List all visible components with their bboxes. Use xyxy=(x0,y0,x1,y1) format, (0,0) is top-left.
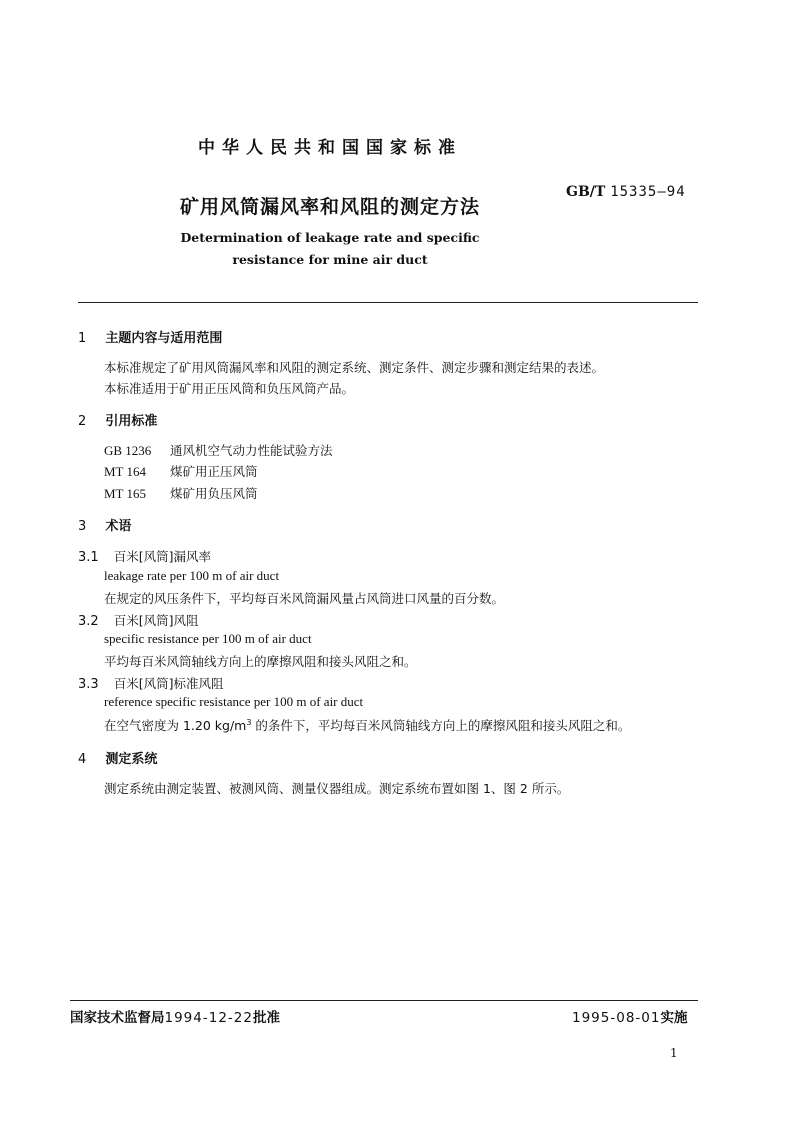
section-3-heading xyxy=(78,515,131,534)
definition-text-pre: 在空气密度为 1.20 kg/m xyxy=(104,718,247,733)
section-1-paragraph-1: 本标准规定了矿用风筒漏风率和风阻的测定系统、测定条件、测定步骤和测定结果的表述。 xyxy=(104,360,605,375)
term-3-1-english: leakage rate per 100 m of air duct xyxy=(104,568,280,583)
section-2-heading xyxy=(78,410,157,429)
page-number: 1 xyxy=(670,1046,678,1060)
term-3-1-definition: 在规定的风压条件下，平均每百米风筒漏风量占风筒进口风量的百分数。 xyxy=(104,591,505,606)
document-title-en-line1: Determination of leakage rate and specific xyxy=(180,230,480,245)
document-title-en-line2: resistance for mine air duct xyxy=(232,252,428,267)
approval-org: 国家技术监督局 xyxy=(70,1010,165,1026)
term-name: 百米[风筒]漏风率 xyxy=(113,549,212,564)
section-1-paragraph-2: 本标准适用于矿用正压风筒和负压风筒产品。 xyxy=(104,381,355,396)
section-title: 引用标准 xyxy=(105,414,158,429)
section-title: 测定系统 xyxy=(105,752,158,767)
standard-number xyxy=(566,184,686,200)
reference-name: 煤矿用负压风筒 xyxy=(170,486,258,501)
definition-text-post: 的条件下，平均每百米风筒轴线方向上的摩擦风阻和接头风阻之和。 xyxy=(251,718,631,733)
term-number: 3.1 xyxy=(78,550,99,565)
reference-name: 煤矿用正压风筒 xyxy=(170,464,258,479)
document-title-cn: 矿用风筒漏风率和风阻的测定方法 xyxy=(179,196,480,218)
term-name: 百米[风筒]标准风阻 xyxy=(113,676,224,691)
reference-item xyxy=(104,441,333,459)
section-number: 4 xyxy=(78,752,87,767)
reference-code: MT 164 xyxy=(104,464,147,479)
section-4-heading xyxy=(78,748,157,767)
term-name: 百米[风筒]风阻 xyxy=(113,613,199,628)
section-title: 主题内容与适用范围 xyxy=(105,331,223,346)
term-3-2-heading xyxy=(78,610,199,629)
section-number: 3 xyxy=(78,519,87,534)
header-divider xyxy=(78,302,698,303)
section-1-heading xyxy=(78,327,222,346)
superscript-exponent: 3 xyxy=(246,717,252,727)
section-number: 1 xyxy=(78,331,87,346)
approval-line xyxy=(70,1006,280,1026)
section-number: 2 xyxy=(78,414,87,429)
national-standard-heading: 中华人民共和国国家标准 xyxy=(198,138,462,158)
implementation-suffix: 实施 xyxy=(660,1010,688,1026)
section-title: 术语 xyxy=(105,519,132,534)
section-4-paragraph-1: 测定系统由测定装置、被测风筒、测量仪器组成。测定系统布置如图 1、图 2 所示。 xyxy=(104,781,570,796)
term-3-1-heading xyxy=(78,546,211,565)
implementation-line xyxy=(572,1006,687,1026)
reference-code: MT 165 xyxy=(104,486,147,501)
term-3-3-definition xyxy=(104,716,630,734)
reference-code: GB 1236 xyxy=(104,443,152,458)
term-3-2-english: specific resistance per 100 m of air duct xyxy=(104,631,312,646)
reference-name: 通风机空气动力性能试验方法 xyxy=(170,443,333,458)
reference-item xyxy=(104,462,258,480)
approval-suffix: 批准 xyxy=(252,1010,280,1026)
standard-prefix: GB/T xyxy=(566,184,606,200)
term-3-3-heading xyxy=(78,673,224,692)
reference-item xyxy=(104,484,258,502)
term-number: 3.3 xyxy=(78,677,99,692)
term-3-2-definition: 平均每百米风筒轴线方向上的摩擦风阻和接头风阻之和。 xyxy=(104,654,417,669)
implementation-date: 1995-08-01 xyxy=(572,1010,661,1026)
standard-code: 15335—94 xyxy=(610,184,686,200)
footer-divider xyxy=(70,1000,698,1001)
term-3-3-english: reference specific resistance per 100 m of air duct xyxy=(104,694,364,709)
approval-date: 1994-12-22 xyxy=(164,1010,253,1026)
term-number: 3.2 xyxy=(78,614,99,629)
